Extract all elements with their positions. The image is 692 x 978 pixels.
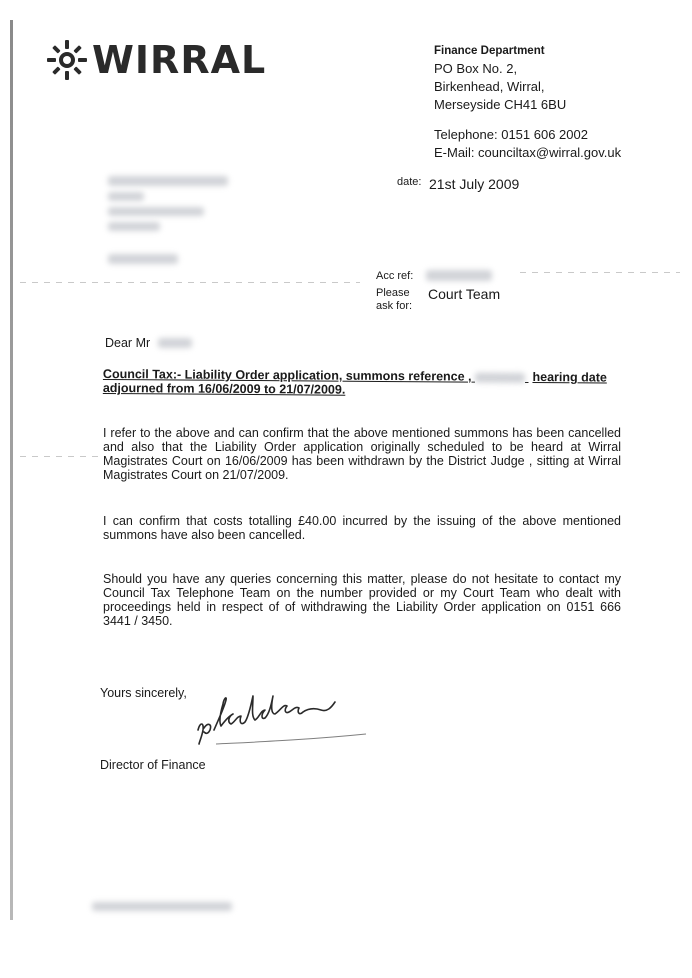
body-paragraph: I refer to the above and can confirm that the above mentioned summons has been cancelled and also that the Liability Order application originally scheduled to be heard at Wirral Magistrates Court on 16/06/2009 has been withdrawn by the District Judge , sitting at Wirral Magistrates Court on 21/07/2009. [103, 426, 621, 482]
council-emblem-icon [46, 39, 88, 81]
date-label: date: [397, 176, 422, 188]
salutation: Dear Mr [105, 336, 151, 350]
body-paragraph: I can confirm that costs totalling £40.00 incurred by the issuing of the above mentioned summons have also been cancelled. [103, 514, 621, 542]
subject-line-2: adjourned from 16/06/2009 to 21/07/2009. [102, 380, 346, 397]
wirral-logo [46, 38, 266, 82]
subject-line-1: Council Tax:- Liability Order application, summons reference , [102, 367, 472, 384]
scan-page-edge [10, 20, 13, 920]
redacted-address-line [108, 192, 144, 201]
redacted-address-line [108, 222, 160, 231]
redacted-footer-text [92, 902, 232, 911]
closing: Yours sincerely, [100, 686, 187, 700]
redacted-summons-ref [475, 372, 525, 382]
please-ask-value: Court Team [428, 286, 501, 302]
body-paragraph: Should you have any queries concerning this matter, please do not hesitate to contact my Council Tax Telephone Team on the number provided or my Court Team who dealt with proceedings held in respect of of withdrawing the Liability Order application on 0151 666 3441 / 3450. [103, 572, 621, 628]
redacted-account-ref [426, 270, 492, 281]
address-line: Birkenhead, Wirral, [434, 79, 545, 94]
letter-date: 21st July 2009 [429, 176, 520, 192]
email-line: E-Mail: counciltax@wirral.gov.uk [434, 145, 622, 160]
department-name: Finance Department [434, 45, 545, 57]
handwritten-signature [192, 690, 382, 755]
redacted-recipient-name [108, 176, 228, 186]
account-ref-label: Acc ref: [376, 270, 414, 282]
signatory-title: Director of Finance [100, 758, 206, 772]
address-line: Merseyside CH41 6BU [434, 97, 567, 112]
telephone-line: Telephone: 0151 606 2002 [434, 127, 588, 142]
scan-artifact-line [20, 456, 100, 457]
redacted-address-line [108, 207, 204, 216]
redacted-postcode [108, 254, 178, 264]
scan-artifact-line [20, 282, 360, 283]
scan-artifact-line [520, 272, 680, 273]
address-line: PO Box No. 2, [434, 61, 518, 76]
department-address-block [434, 42, 621, 162]
please-ask-label: Please ask for: [376, 287, 413, 312]
redacted-recipient-surname [158, 338, 192, 348]
logo-wordmark: WIRRAL [92, 38, 267, 82]
subject-line-1-end: hearing date [532, 369, 607, 385]
letter-subject [103, 367, 625, 399]
